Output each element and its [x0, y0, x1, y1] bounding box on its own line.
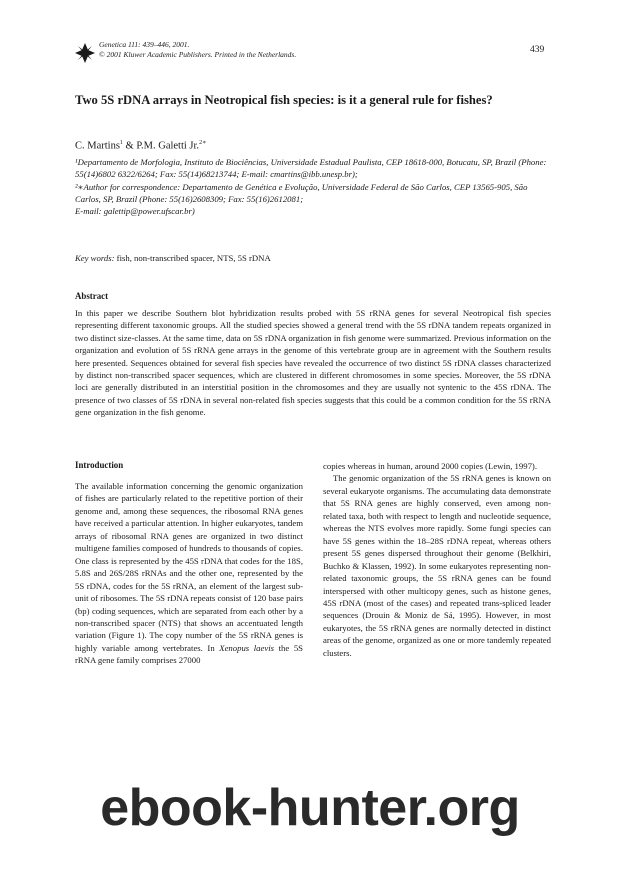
- intro-paragraph-1-cont: copies whereas in human, around 2000 copies (Lewin, 1997).: [323, 461, 537, 471]
- affiliation-3: E-mail: galettip@power.ufscar.br): [75, 206, 195, 217]
- journal-citation: [99, 40, 296, 60]
- intro-paragraph-2: The genomic organization of the 5S rRNA genes is known on several eukaryote organisms. The accumulating data demonstrate that 5S RNA genes are highly conserved, even among non-related taxa, both with respect to length and nucleotide sequence, whereas the NTS evolves more rapidly. Some fungi species can have 5S genes within the 18–28S rDNA repeat, whereas others present 5S genes dispersed throughout their genome (Belkhiri, Buchko & Klassen, 1992). In some eukaryotes representing non-related taxonomic groups, the 5S rRNA genes can be found interspersed with other multicopy genes, such as histone genes, 45S rDNA (most of the cases) and repeated trans-spliced leader sequences (Drouin & Moniz de Sá, 1995). However, in most eukaryotes, the 5S rRNA genes are normally detected in distinct areas of the genome, organized as one or more tandemly repeated clusters.: [323, 473, 551, 658]
- intro-p1-text-b: the 5S rRNA gene family comprises 27000: [75, 642, 304, 666]
- paper-title: Two 5S rDNA arrays in Neotropical fish species: is it a general rule for fishes?: [75, 93, 493, 107]
- watermark: ebook-hunter.org: [100, 779, 520, 837]
- keywords-label: Key words:: [75, 253, 115, 263]
- affiliation-1: ¹Departamento de Morfologia, Instituto de Biociências, Universidade Estadual Paulista, CEP 18618-000, Botucatu, SP, Brazil (Phone: 55(14)6802 6322/6264; Fax: 55(14)68213744; E-mail: cmartins@ibb.unesp.br);: [75, 157, 547, 180]
- right-column: [323, 460, 551, 659]
- abstract-text: In this paper we describe Southern blot hybridization results probed with 5S rRNA genes for several Neotropical fish species representing different taxonomic groups. All the studied species showed a general trend with the 5S rDNA tandem repeats organized in two distinct size-classes. At the same time, data on 5S rDNA organization in fish genome were summarized. Previous information on the organization and evolution of 5S rRNA gene arrays in the genome of this vertebrate group are in agreement with the Southern results here presented. Sequences obtained for several fish species have revealed the occurrence of two distinct 5S rDNA classes characterized by distinct non-transcribed spacer sequences, which are clustered in different chromosomes in some species. Moreover, the 5S rDNA loci are generally distributed in an interstitial position in the chromosomes and they are usually not syntenic to the 45S rDNA. The presence of two classes of 5S rDNA in several non-related fish species suggests that this could be a common condition for the 5S rRNA gene organization in the fish genome.: [75, 308, 551, 418]
- author-martins-sup: 1: [119, 140, 123, 146]
- affiliations: [75, 156, 555, 217]
- keywords-text: fish, non-transcribed spacer, NTS, 5S rDNA: [114, 253, 271, 263]
- kluwer-logo-icon: [75, 43, 95, 63]
- abstract-heading: Abstract: [75, 291, 109, 301]
- intro-p1-species: Xenopus laevis: [219, 642, 275, 653]
- author-separator: &: [122, 140, 137, 152]
- affiliation-2: ²∗Author for correspondence: Departamento de Genética e Evolução, Universidade Federal de São Carlos, CEP 13565-905, São Carlos, SP, Brazil (Phone: 55(16)2608309; Fax: 55(16)2612081;: [75, 181, 528, 204]
- authors: [75, 139, 206, 152]
- keywords: [75, 253, 555, 263]
- journal-line-1: Genetica 111: 439–446, 2001.: [99, 40, 190, 49]
- page-number: 439: [530, 45, 545, 55]
- author-galetti-sup: 2∗: [199, 140, 207, 146]
- intro-p1-text-a: The available information concerning the genomic organization of fishes are particularly related to the repetitive portion of their genome and, among these sequences, the ribosomal RNA genes have received a particular attention. In higher eukaryotes, tandem arrays of ribosomal RNA genes are organized in two distinct multigene families composed of hundreds to thousands of copies. One class is represented by the 45S rDNA that codes for the 18S, 5.8S and 26S/28S rRNAs and the other one, represented by the 5S rDNA, codes for the 5S rRNA, an element of the largest sub-unit of ribosomes. The 5S rDNA repeats consist of 120 base pairs (bp) coding sequences, which are separated from each other by a non-transcribed spacer (NTS) that shows an accentuated length variation (Figure 1). The copy number of the 5S rRNA genes is highly variable among vertebrates. In: [75, 481, 303, 653]
- author-martins: C. Martins: [75, 140, 120, 152]
- author-galetti: P.M. Galetti Jr.: [136, 140, 200, 152]
- introduction-heading: Introduction: [75, 460, 124, 470]
- intro-paragraph-1: [75, 480, 303, 667]
- left-column: [75, 480, 303, 667]
- journal-line-2: © 2001 Kluwer Academic Publishers. Printed in the Netherlands.: [99, 50, 297, 59]
